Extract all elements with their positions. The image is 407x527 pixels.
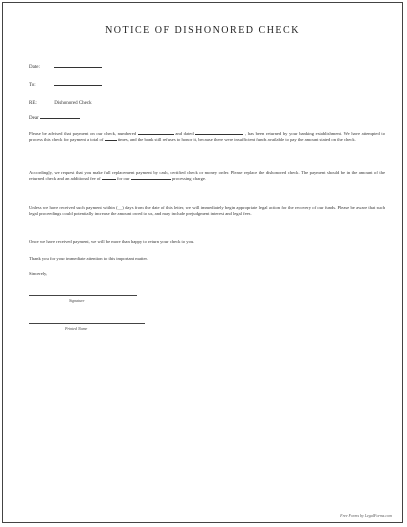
p1-text-a: Please be advised that payment on our check, numbered <box>29 131 137 136</box>
p2-text-c: processing charge. <box>171 176 207 182</box>
date-field <box>29 65 102 70</box>
p1-text-b: and dated <box>175 131 194 136</box>
check-number-blank[interactable] <box>138 131 174 135</box>
charge-blank[interactable] <box>131 176 171 180</box>
signature-caption: Signature <box>69 298 85 303</box>
dear-label: Dear <box>29 116 39 121</box>
paragraph-thank-you: Thank you for your immediate attention to this important matter. <box>29 256 148 261</box>
paragraph-return-check: Once we have received payment, we will be more than happy to return your check to you. <box>29 239 195 244</box>
date-label: Date: <box>29 65 40 70</box>
paragraph-legal-action: Unless we have received such payment within (__) days from the date of this letter, we will immediately begin appropriate legal action for the recovery of our funds. Please be aware that such legal proceedings could potentially increase the amount owed to us, and may include prejudgment interest and legal fees. <box>29 205 385 217</box>
paragraph-replacement <box>29 170 385 183</box>
date-blank[interactable] <box>54 67 102 68</box>
to-field <box>29 83 102 88</box>
p2-text-a: Accordingly, we request that you make full replacement payment by cash, certified check or money order. Please replace the dishonored check. The payment should be in the amount of the returned check and an additional fee of <box>29 170 385 182</box>
re-field <box>29 101 92 106</box>
p2-text-b: for our <box>117 176 130 182</box>
re-value: Dishonored Check <box>54 101 92 106</box>
document-title: NOTICE OF DISHONORED CHECK <box>105 25 300 36</box>
document-page <box>2 2 403 523</box>
re-label: RE: <box>29 101 37 106</box>
check-date-blank[interactable] <box>195 131 243 135</box>
signature-line[interactable] <box>29 295 137 296</box>
attempts-blank[interactable] <box>105 137 117 141</box>
to-blank[interactable] <box>54 85 102 86</box>
p1-text-c: , has been returned by your banking establishment. We have attempted to process this check for payment a total of <box>29 131 386 143</box>
printed-name-line[interactable] <box>29 323 145 324</box>
to-label: To: <box>29 83 36 88</box>
closing: Sincerely, <box>29 271 48 276</box>
footer-credit: Free Forms by LegalForms.com <box>340 513 392 518</box>
printed-name-caption: Printed Name <box>65 326 88 331</box>
salutation <box>29 116 80 121</box>
fee-blank[interactable] <box>102 176 116 180</box>
paragraph-returned-check <box>29 131 385 144</box>
salutation-blank[interactable] <box>40 118 80 119</box>
p1-text-d: times, and the bank still refuses to honor it, because there were insufficient funds available to pay the amount stated on the check. <box>117 137 356 143</box>
